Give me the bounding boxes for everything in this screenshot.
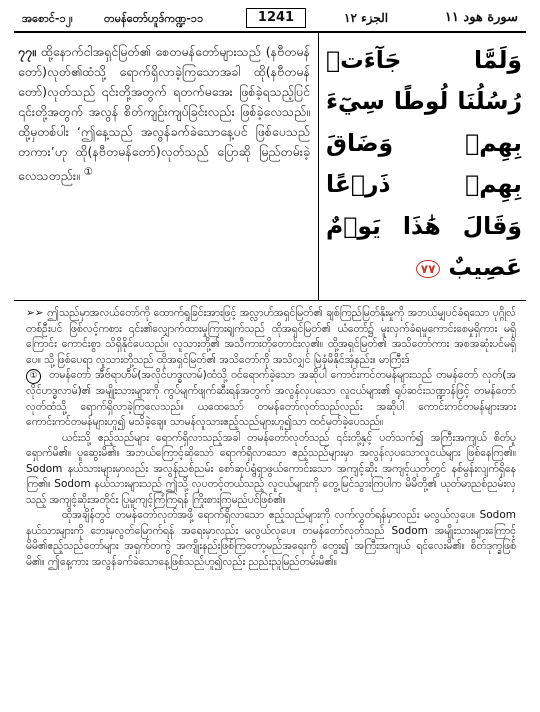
body-rule bbox=[14, 300, 526, 301]
commentary-text: ယင်းသို့ ဧည့်သည်များ ရောက်ရှိလာသည့်အခါ တမန်တော်လုတ်သည် ၎င်းတို့နှင့် ပတ်သက်၍ အကြီးအကျယ် စိတ်ပူရှောက်မိ၏။ ပူဆွေးမိ၏။ အဘယ်ကြောင့်ဆိုသော် ရောက်ရှိလာသော ဧည့်သည်များမှာ အလွန်လှပသောလူငယ်များ ဖြစ်နေကြ၏။ Sodom နယ်သားများမှာလည်း အလွန်ညစ်ညမ်း စော်ဆုပ်ရွံရှာဖွယ်ကောင်းသော အကျင့်ဆိုး အကျင့်ယုတ်တွင် နစ်မွန်းလျက်ရှိနေကြ၏။ Sodom နယ်သားများသည် ဤသို့ လှပတင့်တယ်သည့် လူငယ်များကို တွေ့မြင်သွားကြပါက မိမိတို့၏ ယုတ်မာညစ်ညမ်းလှသည့် အကျင့်ဆိုးအတိုင်း ပြုမူကျင့်ကြံကြရန် ကြိုးစားကြမည်ပင်ဖြစ်၏။ bbox=[26, 431, 516, 506]
commentary-text: ဤသည်မှာအလယ်တော်ကို ထောက်ရှုခြင်းအားဖြင့် အလ္လာဟ်အရှင်မြတ်၏ ချစ်ကြည်မြတ်နိုးမှုကို အဘယ်မျှပင်ခံရသော ပုဂ္ဂိုလ်တစ်ဦးပင် ဖြစ်လင့်ကစား ၎င်း၏လျှောက်ထားမှုကြားရျက်သည် ထိုအရှင်မြတ်၏ ယံတော်၌ မူးလှက်ခံရမှုကောင်းစေမှုရှိကား မရှိကြောင်း ကောင်းစွာ သိရှိနိုင်ပေသည်။ လူသားတို့၏ အသိကားတိုတောင်းလှ၏။ ထို့အရှင်မြတ်၏ အသိတော်ကား အစအဆုံးပင်မရှိပေ။ သို့ဖြစ်ပေရာ လူသားတို့သည် ထိုအရှင်မြတ်၏ အသိတော်ကို အသိလျှင် မြဲခုံမိနိုင်အုံနည်း။ မာကြီးဒ် bbox=[26, 307, 516, 366]
header-volume: အစောင်-၁၂၊ bbox=[22, 12, 73, 25]
ayah-number-marker: ٧٧ bbox=[416, 260, 440, 278]
commentary-paragraph bbox=[26, 306, 516, 368]
arabic-verse bbox=[326, 40, 522, 288]
commentary-paragraph bbox=[26, 368, 516, 431]
commentary-paragraph bbox=[26, 431, 516, 509]
column-divider bbox=[318, 33, 319, 300]
footnote-number-icon: ① bbox=[26, 369, 41, 384]
verse-translation-text: ထို့နောက်ငါအရှင်မြတ်၏ စေတမန်တော်များသည် (နဗီတမန်တော်)လုတ်၏ထံသို့ ရောက်ရှိလာခဲ့ကြသောအခါ ထို(နဗီတမန်တော်)လုတ်သည် ၎င်းတို့အတွက် ရတက်မအေး ဖြစ်ခဲ့ရသည့်ပြင် ၎င်းတို့အတွက် အလွန် စိတ်ကျဉ်းကျပ်ခြင်းလည်း ဖြစ်ခဲ့လေသည်။ ထို့မှတစ်ပါး ‘ဤနေ့သည် အလွန်ခက်ခဲသောနေ့ပင် ဖြစ်ပေသည်တကား’ဟု ထို(နဗီတမန်တော်)လုတ်သည် ပြောဆို မြည်တမ်းခဲ့လေသတည်း။ bbox=[18, 44, 310, 184]
header-chapter: တမန်တော်ဟူဒ်ကဏ္ဍ-၁၁ bbox=[104, 12, 204, 25]
verse-translation bbox=[18, 42, 310, 186]
commentary-paragraph bbox=[26, 508, 516, 570]
commentary-text: ထိုအချိန်တွင် တမန်တော်လုတ်အဖို့ ရောက်ရှိလာသော ဧည့်သည်များကို လက်လွှတ်ရန်မှာလည်း မလွယ်လှပေ။ Sodom နယ်သားများကို ဘေးမှလွတ်မြောက်ရန် အရေးမှာလည်း မလွယ်လှပေ။ တမန်တော်လုတ်သည် Sodom အမျိုးသားများကြောင့် မိမိ၏ဧည့်သည်တော်များ အရှက်တကွဲ အကျိုးနည်းဖြစ်ကြတော့မည်အရေးကို တွေး၍ အကြီးအကျယ် ရင်လေးမိ၏။ စိတ်ဒုက္ခဖြစ်မိ၏။ ဤနေ့ကား အလွန်ခက်ခဲသောနေ့ဖြစ်သည်ဟူ၍လည်း ညည်းညူမြည်တမ်းမိ၏။ bbox=[26, 509, 516, 568]
page-number: 1241 bbox=[246, 8, 306, 28]
commentary-text: တမန်တော် အီဗ်ရာဟီမ်(အလိုင်ဟဒ္ဓလာမ်)ထံသို့ ဝင်ရောက်ခဲ့သော အဆိုပါ ကောင်းကင်တမန်များသည် တမန်တော် လုတ်(အလိုင်ဟဒ္ဓလာမ်)၏ အမျိုးသားများကို ကွပ်မျက်ဖျက်ဆီးရန်အတွက် အလွန်လှပသော လူငယ်များ၏ ရုပ်ဆင်းသဏ္ဍာန်ဖြင့် တမန်တော်လုတ်ထံသို့ ရောက်ရှိလာခဲ့ကြလေသည်။ ယထေသော် တမန်တော်လုတ်သည်လည်း အဆိုပါ ကောင်းကင်တမန်များအား ကောင်းကင်တမန်များဟူ၍ မသိခဲ့ချေ။ သာမန်လူသားဧည့်သည်များဟူ၍သာ ထင်မှတ်ခဲ့ပေသည်။ bbox=[26, 369, 516, 428]
footnote-reference: ① bbox=[83, 166, 94, 178]
header-surah: سورة هود ١١ bbox=[444, 10, 518, 25]
arabic-verse-text: وَلَمَّا جَآءَتۡ رُسُلُنَا لُوطًا سِيٓءَ بِهِمۡ وَضَاقَ بِهِمۡ ذَرۡعًا وَقَالَ هَٰذَا يَوۡمٌ عَصِيبٌ bbox=[326, 46, 522, 282]
header-juz: الجزء ١٢ bbox=[344, 11, 389, 25]
header-rule bbox=[14, 31, 526, 33]
page-header bbox=[14, 8, 526, 30]
commentary bbox=[26, 306, 516, 570]
verse-number: ၇၇။ bbox=[18, 44, 36, 59]
arrow-icon: ➢➢ bbox=[26, 307, 44, 319]
